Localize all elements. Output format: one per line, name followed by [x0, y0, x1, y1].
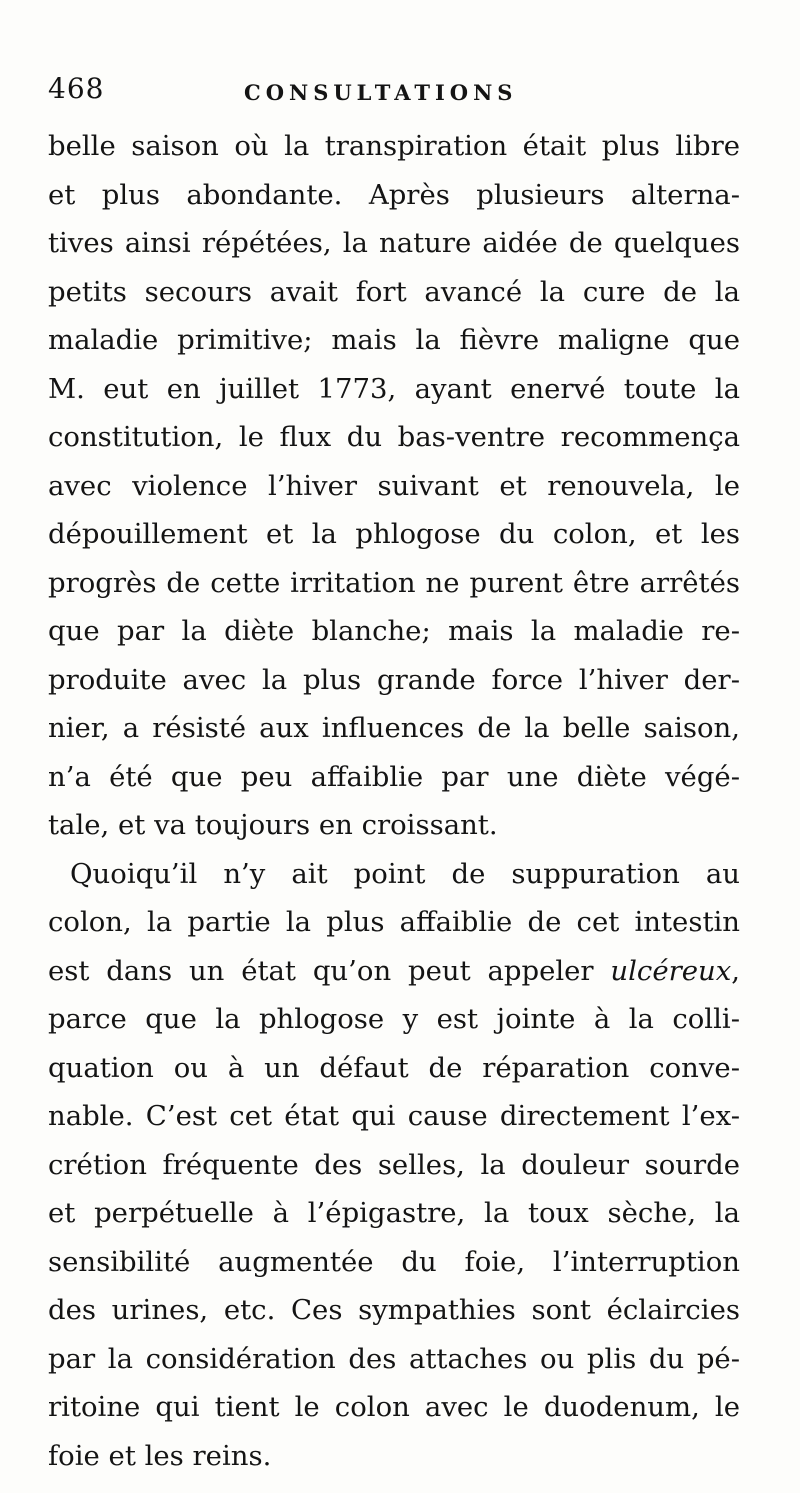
text-line: nable. C’est cet état qui cause directement l’ex- — [48, 1100, 740, 1132]
text-line: n’a été que peu affaiblie par une diète végé- — [48, 760, 740, 793]
text-line: nier, a résisté aux influences de la belle saison, — [48, 712, 740, 744]
text-line: ritoine qui tient le colon avec le duodenum, le — [48, 1391, 740, 1423]
text-segment: , — [731, 954, 740, 987]
paragraph-1 — [48, 122, 740, 850]
text-line: que par la diète blanche; mais la maladie re- — [48, 615, 740, 647]
text-segment: est dans un état qu’on peut appeler — [48, 954, 611, 987]
text-line: Quoiqu’il n’y ait point de suppuration au — [70, 857, 740, 890]
text-line: sensibilité augmentée du foie, l’interruption — [48, 1245, 740, 1278]
text-line: quation ou à un défaut de réparation conve- — [48, 1051, 740, 1084]
text-line: colon, la partie la plus affaiblie de cet intestin — [48, 906, 740, 938]
text-line: progrès de cette irritation ne purent être arrêtés — [48, 566, 740, 599]
page-header — [48, 72, 748, 112]
text-line: tale, et va toujours en croissant. — [48, 809, 498, 841]
italic-word: ulcéreux — [610, 954, 732, 987]
text-line: belle saison où la transpiration était plus libre — [48, 130, 740, 162]
page-number: 468 — [48, 72, 105, 105]
text-line: crétion fréquente des selles, la douleur sourde — [48, 1148, 740, 1181]
text-line: constitution, le flux du bas-ventre recommença — [48, 421, 740, 453]
text-line-with-italic — [48, 947, 740, 996]
running-head: CONSULTATIONS — [244, 80, 518, 105]
text-line: avec violence l’hiver suivant et renouvela, le — [48, 469, 740, 502]
text-line: des urines, etc. Ces sympathies sont éclaircies — [48, 1294, 740, 1326]
text-line: tives ainsi répétées, la nature aidée de quelques — [48, 227, 740, 259]
text-line: parce que la phlogose y est jointe à la colli- — [48, 1003, 740, 1035]
text-line: foie et les reins. — [48, 1439, 272, 1472]
text-line: dépouillement et la phlogose du colon, et les — [48, 518, 740, 550]
text-line: et plus abondante. Après plusieurs alterna- — [48, 178, 740, 211]
text-line: produite avec la plus grande force l’hiver der- — [48, 663, 740, 696]
text-line: petits secours avait fort avancé la cure de la — [48, 275, 740, 308]
text-line: M. eut en juillet 1773, ayant enervé toute la — [48, 372, 740, 405]
body-text — [48, 122, 740, 1480]
paragraph-2 — [48, 850, 740, 1481]
text-line: par la considération des attaches ou plis du pé- — [48, 1342, 740, 1375]
text-line: maladie primitive; mais la fièvre maligne que — [48, 324, 740, 356]
text-line: et perpétuelle à l’épigastre, la toux sèche, la — [48, 1197, 740, 1229]
